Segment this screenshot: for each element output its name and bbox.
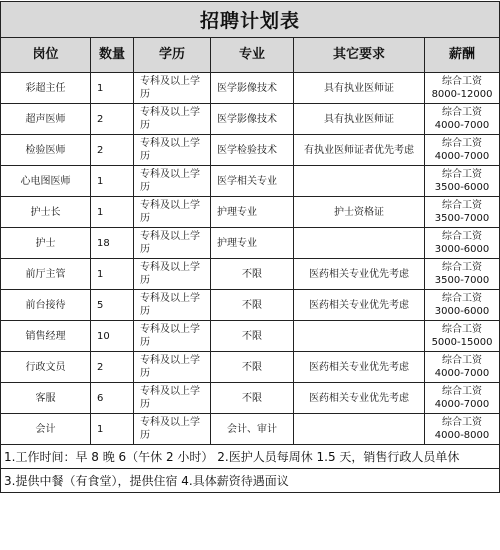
header-requirements: 其它要求 bbox=[294, 38, 425, 73]
cell-position: 会计 bbox=[1, 414, 91, 445]
cell-education: 专科及以上学历 bbox=[134, 290, 211, 321]
cell-count: 1 bbox=[91, 166, 134, 197]
cell-position: 护士长 bbox=[1, 197, 91, 228]
cell-position: 护士 bbox=[1, 228, 91, 259]
cell-requirements: 医药相关专业优先考虑 bbox=[294, 259, 425, 290]
cell-requirements: 有执业医师证者优先考虑 bbox=[294, 135, 425, 166]
cell-requirements bbox=[294, 228, 425, 259]
table-row bbox=[1, 104, 500, 135]
cell-education: 专科及以上学历 bbox=[134, 135, 211, 166]
cell-education: 专科及以上学历 bbox=[134, 228, 211, 259]
notes-row bbox=[1, 445, 500, 469]
cell-requirements: 具有执业医师证 bbox=[294, 73, 425, 104]
cell-requirements: 医药相关专业优先考虑 bbox=[294, 290, 425, 321]
cell-major: 不限 bbox=[211, 352, 294, 383]
cell-major: 医学影像技术 bbox=[211, 104, 294, 135]
cell-salary: 综合工资 4000-7000 bbox=[425, 352, 500, 383]
table-title: 招聘计划表 bbox=[1, 2, 500, 38]
cell-major: 医学相关专业 bbox=[211, 166, 294, 197]
cell-requirements: 护士资格证 bbox=[294, 197, 425, 228]
table-row bbox=[1, 228, 500, 259]
cell-count: 1 bbox=[91, 73, 134, 104]
cell-major: 医学检验技术 bbox=[211, 135, 294, 166]
cell-salary: 综合工资 8000-12000 bbox=[425, 73, 500, 104]
cell-count: 10 bbox=[91, 321, 134, 352]
table-row bbox=[1, 414, 500, 445]
recruitment-plan-table bbox=[0, 1, 500, 493]
cell-requirements: 具有执业医师证 bbox=[294, 104, 425, 135]
table-row bbox=[1, 135, 500, 166]
table-row bbox=[1, 166, 500, 197]
cell-major: 不限 bbox=[211, 321, 294, 352]
cell-requirements: 医药相关专业优先考虑 bbox=[294, 383, 425, 414]
table-row bbox=[1, 290, 500, 321]
cell-major: 不限 bbox=[211, 290, 294, 321]
cell-count: 2 bbox=[91, 352, 134, 383]
cell-education: 专科及以上学历 bbox=[134, 352, 211, 383]
cell-position: 销售经理 bbox=[1, 321, 91, 352]
cell-position: 行政文员 bbox=[1, 352, 91, 383]
cell-major: 不限 bbox=[211, 259, 294, 290]
table-row bbox=[1, 352, 500, 383]
table-row bbox=[1, 321, 500, 352]
cell-count: 1 bbox=[91, 414, 134, 445]
cell-position: 客服 bbox=[1, 383, 91, 414]
cell-education: 专科及以上学历 bbox=[134, 73, 211, 104]
cell-education: 专科及以上学历 bbox=[134, 104, 211, 135]
notes-row bbox=[1, 469, 500, 493]
cell-requirements bbox=[294, 166, 425, 197]
cell-major: 护理专业 bbox=[211, 197, 294, 228]
cell-count: 1 bbox=[91, 197, 134, 228]
cell-count: 6 bbox=[91, 383, 134, 414]
cell-major: 医学影像技术 bbox=[211, 73, 294, 104]
cell-salary: 综合工资 4000-8000 bbox=[425, 414, 500, 445]
cell-education: 专科及以上学历 bbox=[134, 197, 211, 228]
cell-count: 5 bbox=[91, 290, 134, 321]
cell-requirements bbox=[294, 321, 425, 352]
cell-salary: 综合工资 4000-7000 bbox=[425, 135, 500, 166]
cell-position: 心电图医师 bbox=[1, 166, 91, 197]
cell-education: 专科及以上学历 bbox=[134, 166, 211, 197]
table-row bbox=[1, 259, 500, 290]
table-row bbox=[1, 73, 500, 104]
cell-education: 专科及以上学历 bbox=[134, 414, 211, 445]
cell-position: 前厅主管 bbox=[1, 259, 91, 290]
header-major: 专业 bbox=[211, 38, 294, 73]
cell-count: 2 bbox=[91, 135, 134, 166]
cell-count: 2 bbox=[91, 104, 134, 135]
note-text: 1.工作时间：早 8 晚 6（午休 2 小时） 2.医护人员每周休 1.5 天，销售行政人员单休 bbox=[1, 445, 500, 469]
cell-salary: 综合工资 3000-6000 bbox=[425, 228, 500, 259]
header-position: 岗位 bbox=[1, 38, 91, 73]
cell-position: 前台接待 bbox=[1, 290, 91, 321]
cell-requirements bbox=[294, 414, 425, 445]
cell-salary: 综合工资 4000-7000 bbox=[425, 104, 500, 135]
cell-salary: 综合工资 4000-7000 bbox=[425, 383, 500, 414]
cell-education: 专科及以上学历 bbox=[134, 321, 211, 352]
cell-count: 18 bbox=[91, 228, 134, 259]
cell-count: 1 bbox=[91, 259, 134, 290]
cell-salary: 综合工资 5000-15000 bbox=[425, 321, 500, 352]
cell-position: 彩超主任 bbox=[1, 73, 91, 104]
cell-major: 护理专业 bbox=[211, 228, 294, 259]
cell-education: 专科及以上学历 bbox=[134, 383, 211, 414]
cell-salary: 综合工资 3500-7000 bbox=[425, 259, 500, 290]
header-row bbox=[1, 38, 500, 73]
cell-position: 检验医师 bbox=[1, 135, 91, 166]
header-education: 学历 bbox=[134, 38, 211, 73]
cell-salary: 综合工资 3500-7000 bbox=[425, 197, 500, 228]
note-text: 3.提供中餐（有食堂），提供住宿 4.具体薪资待遇面议 bbox=[1, 469, 500, 493]
cell-requirements: 医药相关专业优先考虑 bbox=[294, 352, 425, 383]
header-salary: 薪酬 bbox=[425, 38, 500, 73]
header-count: 数量 bbox=[91, 38, 134, 73]
cell-salary: 综合工资 3500-6000 bbox=[425, 166, 500, 197]
table-row bbox=[1, 383, 500, 414]
cell-major: 会计、审计 bbox=[211, 414, 294, 445]
cell-major: 不限 bbox=[211, 383, 294, 414]
cell-education: 专科及以上学历 bbox=[134, 259, 211, 290]
cell-salary: 综合工资 3000-6000 bbox=[425, 290, 500, 321]
table-row bbox=[1, 197, 500, 228]
cell-position: 超声医师 bbox=[1, 104, 91, 135]
